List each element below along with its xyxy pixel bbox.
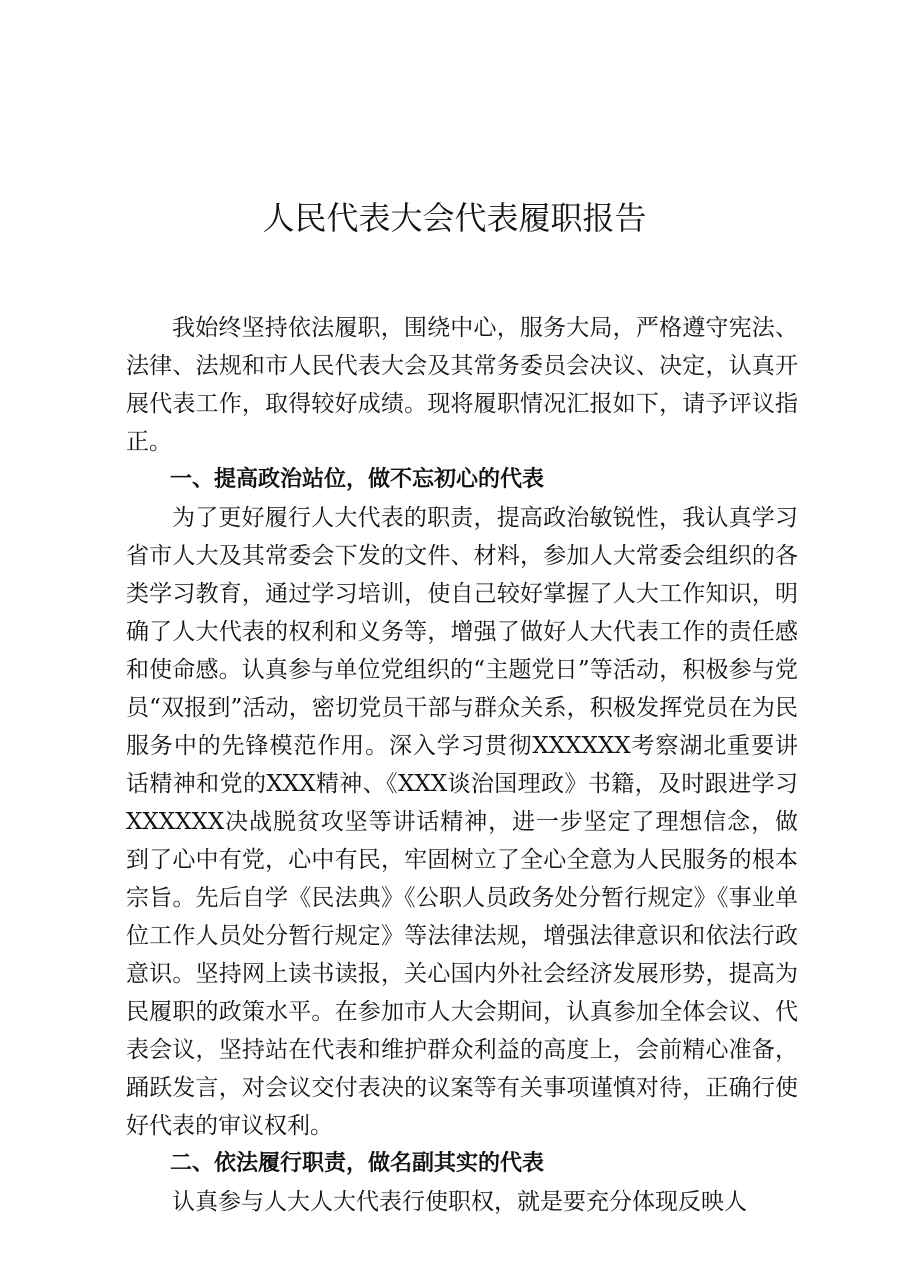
document-body	[126, 309, 798, 1221]
section-1-paragraph: 为了更好履行人大代表的职责，提高政治敏锐性，我认真学习省市人大及其常委会下发的文件、材料，参加人大常委会组织的各类学习教育，通过学习培训，使自己较好掌握了人大工作知识，明确了人大代表的权利和义务等，增强了做好人大代表工作的责任感和使命感。认真参与单位党组织的“主题党日”等活动，积极参与党员“双报到”活动，密切党员干部与群众关系，积极发挥党员在为民服务中的先锋模范作用。深入学习贯彻XXXXXX考察湖北重要讲话精神和党的XXX精神、《XXX谈治国理政》书籍，及时跟进学习XXXXXX决战脱贫攻坚等讲话精神，进一步坚定了理想信念，做到了心中有党，心中有民，牢固树立了全心全意为人民服务的根本宗旨。先后自学《民法典》《公职人员政务处分暂行规定》《事业单位工作人员处分暂行规定》等法律法规，增强法律意识和依法行政意识。坚持网上读书读报，关心国内外社会经济发展形势，提高为民履职的政策水平。在参加市人大会期间，认真参加全体会议、代表会议，坚持站在代表和维护群众利益的高度上，会前精心准备，踊跃发言，对会议交付表决的议案等有关事项谨慎对待，正确行使好代表的审议权利。	[126, 505, 798, 1139]
intro-paragraph: 我始终坚持依法履职，围绕中心，服务大局，严格遵守宪法、法律、法规和市人民代表大会及其常务委员会决议、决定，认真开展代表工作，取得较好成绩。现将履职情况汇报如下，请予评议指正。	[126, 315, 798, 455]
section-2-paragraph: 认真参与人大人大代表行使职权，就是要充分体现反映人	[172, 1189, 747, 1215]
document-title: 人民代表大会代表履职报告	[262, 199, 647, 237]
section-heading-1: 一、提高政治站位，做不忘初心的代表	[170, 467, 545, 492]
section-heading-2: 二、依法履行职责，做名副其实的代表	[170, 1151, 545, 1176]
